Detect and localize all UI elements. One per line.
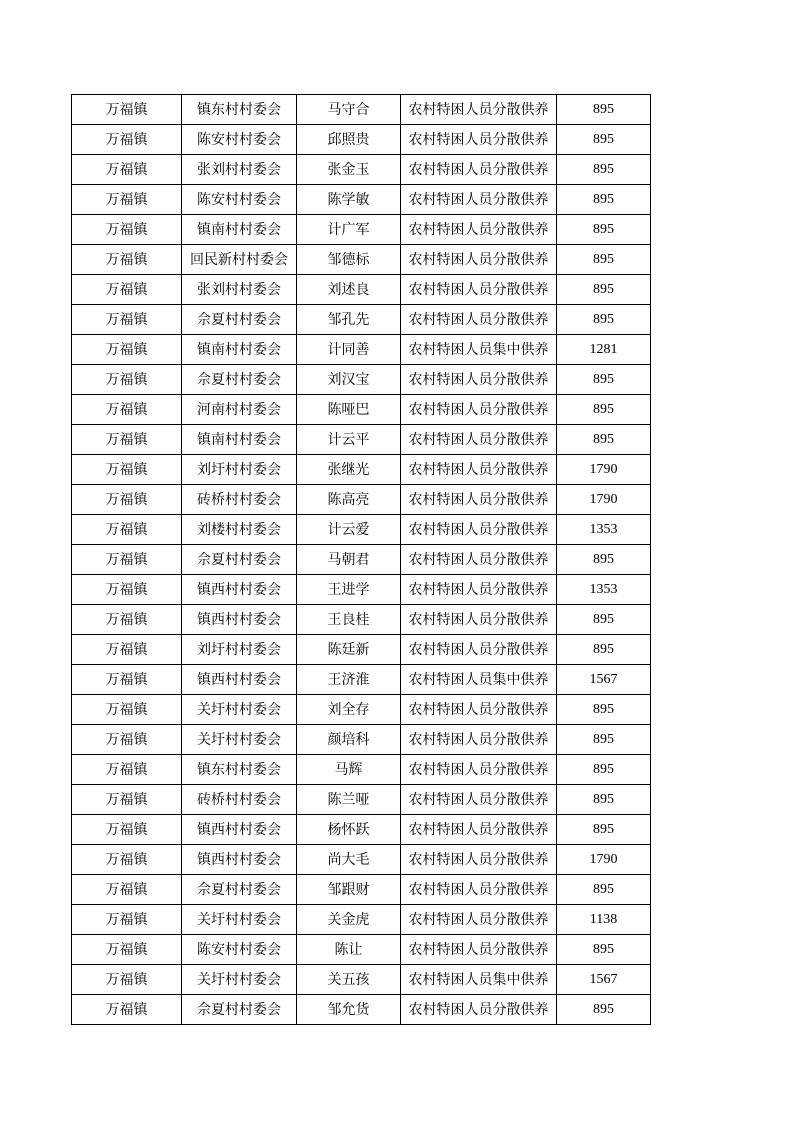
amount-cell: 1567 [557,965,651,995]
support-category-cell: 农村特困人员分散供养 [401,485,557,515]
town-cell: 万福镇 [72,215,182,245]
village-cell: 关圩村村委会 [182,905,297,935]
village-cell: 陈安村村委会 [182,125,297,155]
person-name-cell: 计广军 [297,215,401,245]
town-cell: 万福镇 [72,695,182,725]
person-name-cell: 王济淮 [297,665,401,695]
table-row [72,485,651,515]
town-cell: 万福镇 [72,425,182,455]
support-category-cell: 农村特困人员分散供养 [401,185,557,215]
person-name-cell: 张继光 [297,455,401,485]
amount-cell: 895 [557,245,651,275]
table-row [72,455,651,485]
support-category-cell: 农村特困人员分散供养 [401,515,557,545]
amount-cell: 895 [557,365,651,395]
person-name-cell: 邱照贵 [297,125,401,155]
town-cell: 万福镇 [72,815,182,845]
person-name-cell: 刘述良 [297,275,401,305]
table-row [72,965,651,995]
person-name-cell: 计云平 [297,425,401,455]
support-category-cell: 农村特困人员分散供养 [401,575,557,605]
amount-cell: 895 [557,395,651,425]
support-category-cell: 农村特困人员分散供养 [401,755,557,785]
village-cell: 刘圩村村委会 [182,635,297,665]
village-cell: 镇西村村委会 [182,665,297,695]
village-cell: 镇南村村委会 [182,215,297,245]
village-cell: 镇东村村委会 [182,95,297,125]
town-cell: 万福镇 [72,95,182,125]
table-row [72,425,651,455]
support-category-cell: 农村特困人员集中供养 [401,665,557,695]
amount-cell: 895 [557,305,651,335]
table-row [72,605,651,635]
amount-cell: 895 [557,155,651,185]
support-category-cell: 农村特困人员分散供养 [401,725,557,755]
table-row [72,755,651,785]
table-row [72,215,651,245]
person-name-cell: 王进学 [297,575,401,605]
person-name-cell: 马朝君 [297,545,401,575]
town-cell: 万福镇 [72,575,182,605]
support-category-cell: 农村特困人员分散供养 [401,305,557,335]
amount-cell: 895 [557,995,651,1025]
table-row [72,695,651,725]
person-name-cell: 陈让 [297,935,401,965]
village-cell: 张刘村村委会 [182,155,297,185]
support-category-cell: 农村特困人员分散供养 [401,545,557,575]
person-name-cell: 马辉 [297,755,401,785]
amount-cell: 895 [557,95,651,125]
village-cell: 刘楼村村委会 [182,515,297,545]
support-category-cell: 农村特困人员分散供养 [401,275,557,305]
amount-cell: 895 [557,785,651,815]
town-cell: 万福镇 [72,725,182,755]
table-row [72,245,651,275]
support-category-cell: 农村特困人员集中供养 [401,965,557,995]
amount-cell: 895 [557,185,651,215]
table-row [72,185,651,215]
town-cell: 万福镇 [72,635,182,665]
village-cell: 镇南村村委会 [182,425,297,455]
table-row [72,395,651,425]
town-cell: 万福镇 [72,935,182,965]
table-row [72,785,651,815]
person-name-cell: 邹德标 [297,245,401,275]
town-cell: 万福镇 [72,665,182,695]
support-category-cell: 农村特困人员分散供养 [401,215,557,245]
support-category-cell: 农村特困人员分散供养 [401,365,557,395]
support-category-cell: 农村特困人员分散供养 [401,845,557,875]
person-name-cell: 马守合 [297,95,401,125]
amount-cell: 895 [557,935,651,965]
village-cell: 关圩村村委会 [182,725,297,755]
person-name-cell: 陈学敏 [297,185,401,215]
person-name-cell: 陈高亮 [297,485,401,515]
town-cell: 万福镇 [72,605,182,635]
amount-cell: 1790 [557,485,651,515]
beneficiary-table [71,94,651,1025]
table-row [72,875,651,905]
table-row [72,725,651,755]
table-row [72,995,651,1025]
person-name-cell: 计同善 [297,335,401,365]
support-category-cell: 农村特困人员分散供养 [401,695,557,725]
town-cell: 万福镇 [72,905,182,935]
person-name-cell: 关五孩 [297,965,401,995]
person-name-cell: 刘全存 [297,695,401,725]
support-category-cell: 农村特困人员分散供养 [401,155,557,185]
amount-cell: 895 [557,755,651,785]
person-name-cell: 关金虎 [297,905,401,935]
town-cell: 万福镇 [72,965,182,995]
table-row [72,845,651,875]
town-cell: 万福镇 [72,305,182,335]
town-cell: 万福镇 [72,785,182,815]
town-cell: 万福镇 [72,995,182,1025]
town-cell: 万福镇 [72,545,182,575]
village-cell: 佘夏村村委会 [182,545,297,575]
amount-cell: 1353 [557,575,651,605]
town-cell: 万福镇 [72,485,182,515]
table-row [72,335,651,365]
amount-cell: 1790 [557,845,651,875]
village-cell: 镇南村村委会 [182,335,297,365]
amount-cell: 895 [557,695,651,725]
town-cell: 万福镇 [72,455,182,485]
support-category-cell: 农村特困人员分散供养 [401,605,557,635]
support-category-cell: 农村特困人员分散供养 [401,95,557,125]
town-cell: 万福镇 [72,515,182,545]
amount-cell: 895 [557,545,651,575]
village-cell: 关圩村村委会 [182,965,297,995]
support-category-cell: 农村特困人员分散供养 [401,995,557,1025]
table-row [72,95,651,125]
person-name-cell: 计云爱 [297,515,401,545]
person-name-cell: 张金玉 [297,155,401,185]
person-name-cell: 颜培科 [297,725,401,755]
town-cell: 万福镇 [72,185,182,215]
support-category-cell: 农村特困人员分散供养 [401,785,557,815]
town-cell: 万福镇 [72,755,182,785]
town-cell: 万福镇 [72,125,182,155]
support-category-cell: 农村特困人员分散供养 [401,455,557,485]
support-category-cell: 农村特困人员分散供养 [401,875,557,905]
amount-cell: 895 [557,815,651,845]
town-cell: 万福镇 [72,395,182,425]
table-body [72,95,651,1025]
village-cell: 砖桥村村委会 [182,785,297,815]
village-cell: 回民新村村委会 [182,245,297,275]
support-category-cell: 农村特困人员分散供养 [401,635,557,665]
amount-cell: 1138 [557,905,651,935]
table-row [72,365,651,395]
support-category-cell: 农村特困人员分散供养 [401,425,557,455]
amount-cell: 1281 [557,335,651,365]
person-name-cell: 杨怀跃 [297,815,401,845]
person-name-cell: 邹跟财 [297,875,401,905]
table-row [72,275,651,305]
amount-cell: 1353 [557,515,651,545]
person-name-cell: 刘汉宝 [297,365,401,395]
village-cell: 刘圩村村委会 [182,455,297,485]
amount-cell: 895 [557,125,651,155]
town-cell: 万福镇 [72,845,182,875]
support-category-cell: 农村特困人员分散供养 [401,125,557,155]
village-cell: 关圩村村委会 [182,695,297,725]
amount-cell: 895 [557,275,651,305]
person-name-cell: 尚大毛 [297,845,401,875]
support-category-cell: 农村特困人员分散供养 [401,815,557,845]
support-category-cell: 农村特困人员分散供养 [401,395,557,425]
amount-cell: 895 [557,725,651,755]
town-cell: 万福镇 [72,155,182,185]
town-cell: 万福镇 [72,335,182,365]
village-cell: 镇东村村委会 [182,755,297,785]
table-row [72,635,651,665]
person-name-cell: 陈兰哑 [297,785,401,815]
table-row [72,815,651,845]
person-name-cell: 邹允货 [297,995,401,1025]
town-cell: 万福镇 [72,275,182,305]
village-cell: 陈安村村委会 [182,185,297,215]
table-row [72,545,651,575]
table-row [72,905,651,935]
town-cell: 万福镇 [72,365,182,395]
amount-cell: 895 [557,605,651,635]
table-row [72,575,651,605]
amount-cell: 895 [557,215,651,245]
table-row [72,305,651,335]
table-row [72,125,651,155]
amount-cell: 1790 [557,455,651,485]
village-cell: 砖桥村村委会 [182,485,297,515]
table-row [72,665,651,695]
village-cell: 镇西村村委会 [182,845,297,875]
support-category-cell: 农村特困人员分散供养 [401,245,557,275]
amount-cell: 895 [557,875,651,905]
village-cell: 陈安村村委会 [182,935,297,965]
village-cell: 佘夏村村委会 [182,305,297,335]
support-category-cell: 农村特困人员分散供养 [401,935,557,965]
village-cell: 镇西村村委会 [182,815,297,845]
table-row [72,515,651,545]
table-row [72,935,651,965]
village-cell: 河南村村委会 [182,395,297,425]
village-cell: 张刘村村委会 [182,275,297,305]
amount-cell: 895 [557,425,651,455]
table-row [72,155,651,185]
person-name-cell: 陈哑巴 [297,395,401,425]
support-category-cell: 农村特困人员分散供养 [401,905,557,935]
town-cell: 万福镇 [72,875,182,905]
person-name-cell: 王良桂 [297,605,401,635]
village-cell: 佘夏村村委会 [182,875,297,905]
village-cell: 佘夏村村委会 [182,365,297,395]
town-cell: 万福镇 [72,245,182,275]
village-cell: 佘夏村村委会 [182,995,297,1025]
support-category-cell: 农村特困人员集中供养 [401,335,557,365]
person-name-cell: 邹孔先 [297,305,401,335]
person-name-cell: 陈廷新 [297,635,401,665]
amount-cell: 895 [557,635,651,665]
village-cell: 镇西村村委会 [182,605,297,635]
amount-cell: 1567 [557,665,651,695]
village-cell: 镇西村村委会 [182,575,297,605]
